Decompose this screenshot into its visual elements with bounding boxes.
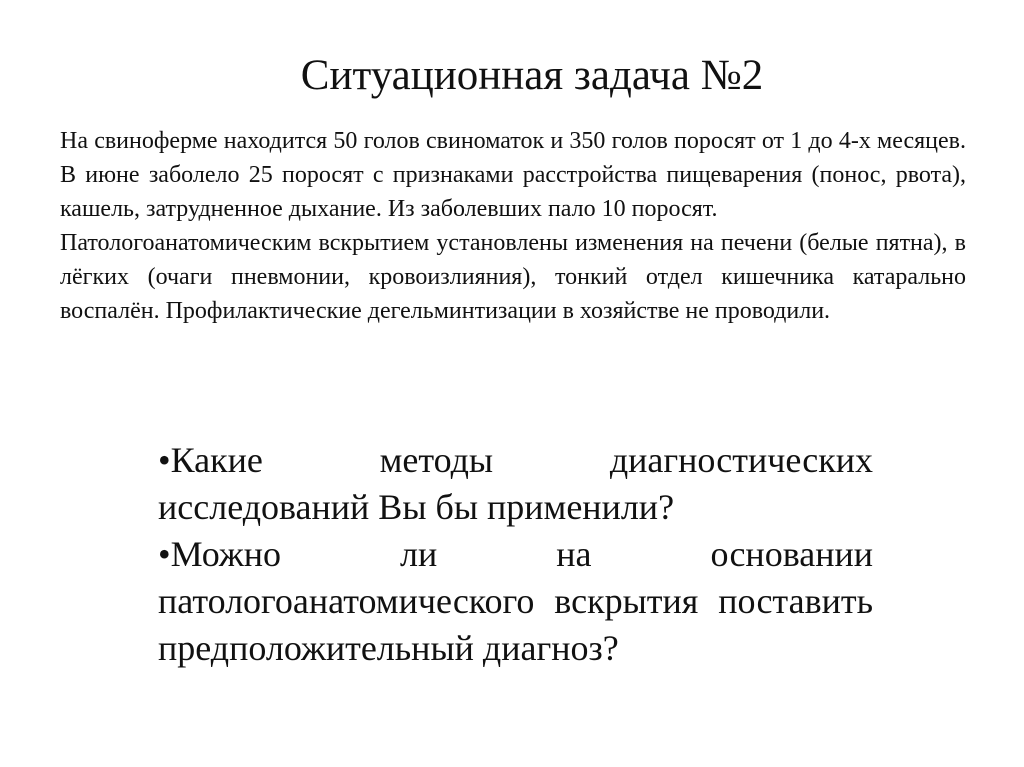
bullet-icon: • xyxy=(158,534,171,574)
question-text-2: Можно ли на основании патологоанатомического вскрытия поставить предположительный диагноз? xyxy=(158,534,873,668)
questions-list xyxy=(158,437,873,672)
case-paragraph-2: Патологоанатомическим вскрытием установлены изменения на печени (белые пятна), в лёгких (очаги пневмонии, кровоизлияния), тонкий отдел кишечника катарально воспалён. Профилактические дегельминтизации в хозяйстве не проводили. xyxy=(60,230,966,324)
question-item-2 xyxy=(158,531,873,672)
question-text-1: Какие методы диагностических исследований Вы бы применили? xyxy=(158,440,873,527)
slide-title: Ситуационная задача №2 xyxy=(300,52,764,99)
case-description xyxy=(60,124,966,328)
case-paragraph-1: На свиноферме находится 50 голов свиноматок и 350 голов поросят от 1 до 4-х месяцев. В июне заболело 25 поросят с признаками расстройства пищеварения (понос, рвота), кашель, затрудненное дыхание. Из заболевших пало 10 поросят. xyxy=(60,128,966,222)
bullet-icon: • xyxy=(158,440,171,480)
question-item-1 xyxy=(158,437,873,531)
